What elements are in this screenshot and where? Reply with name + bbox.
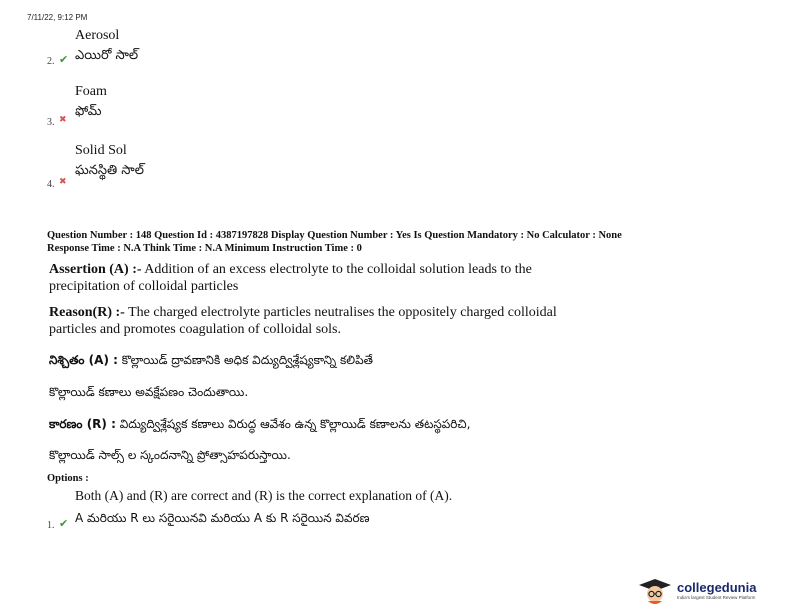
logo-wordmark: collegedunia: [677, 580, 757, 595]
telugu-assertion-line1: [49, 353, 373, 370]
option-4-english: Solid Sol: [75, 143, 127, 158]
option-3-english: Foam: [75, 84, 107, 99]
telugu-reason-line1: [49, 417, 470, 434]
checkmark-icon: ✔: [59, 517, 69, 530]
option-1-telugu: A మరియు R లు సరైయినవి మరియు A కు R సరైయిన వివరణ: [75, 511, 370, 525]
option-1-number: 1.: [47, 520, 55, 531]
assertion-label: Assertion (A) :-: [49, 262, 142, 277]
option-1-english: Both (A) and (R) are correct and (R) is the correct explanation of (A).: [75, 488, 453, 503]
cross-icon: ✖: [59, 177, 67, 187]
assertion-block: [49, 261, 589, 295]
cross-icon: ✖: [59, 115, 67, 125]
checkmark-icon: ✔: [59, 53, 69, 66]
telugu-assertion-line2: కొల్లాయిడ్ కణాలు అవక్షేపణం చెందుతాయి.: [49, 385, 249, 399]
telugu-reason-text: విద్యుద్విశ్లేష్యక కణాలు విరుద్ధ ఆవేశం ఉన్న కొల్లాయిడ్ కణాలను తటస్థపరిచి,: [119, 417, 471, 431]
question-meta-line1: Question Number : 148 Question Id : 4387197828 Display Question Number : Yes Is Question Mandatory : No Calculator : None: [47, 230, 622, 241]
option-2-telugu: ఎయిరో సాల్: [75, 48, 139, 63]
assertion-text: Addition of an excess electrolyte to the colloidal solution leads to the precipitation of colloidal particles: [49, 262, 532, 294]
question-meta-line2: Response Time : N.A Think Time : N.A Minimum Instruction Time : 0: [47, 243, 362, 254]
option-3-telugu: ఫోమ్: [75, 104, 102, 119]
option-2-number: 2.: [47, 56, 55, 67]
collegedunia-logo: [637, 577, 787, 605]
reason-text: The charged electrolyte particles neutralises the oppositely charged colloidal particles and promotes coagulation of colloidal sols.: [49, 305, 557, 337]
option-4-number: 4.: [47, 179, 55, 190]
option-4-telugu: ఘనస్థితి సాల్: [75, 163, 144, 178]
reason-label: Reason(R) :-: [49, 305, 125, 320]
print-timestamp: 7/11/22, 9:12 PM: [27, 13, 88, 22]
reason-block: [49, 304, 589, 338]
telugu-assertion-label: నిశ్చితం (A) :: [49, 353, 118, 367]
telugu-assertion-text: కొల్లాయిడ్ ద్రావణానికి అధిక విద్యుద్విశ్లేష్యకాన్ని కలిపితే: [121, 353, 373, 367]
telugu-reason-line2: కొల్లాయిడ్ సాల్స్ ల స్కందనాన్ని ప్రోత్సాహపరుస్తాయి.: [49, 448, 291, 462]
telugu-reason-label: కారణం (R) :: [49, 417, 116, 431]
graduate-icon: [637, 577, 673, 605]
logo-tagline: India's largest Student Review Platform: [677, 595, 756, 600]
options-label: Options :: [47, 473, 89, 484]
option-3-number: 3.: [47, 117, 55, 128]
option-2-english: Aerosol: [75, 28, 120, 43]
